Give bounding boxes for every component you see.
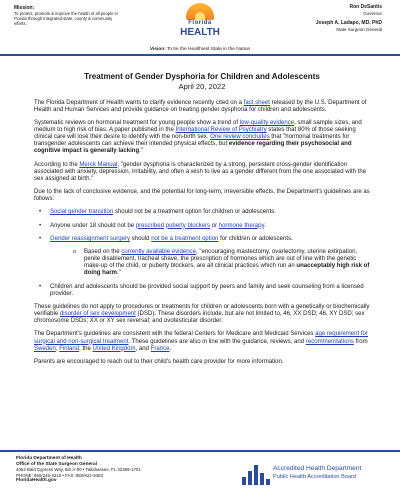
document-title: Treatment of Gender Dysphoria for Children and Adolescents	[84, 72, 320, 81]
puberty-blockers-link[interactable]: puberty blockers	[165, 222, 211, 229]
text-run: for children or adolescents.	[218, 235, 293, 242]
sun-logo-icon	[186, 3, 214, 20]
text-run: The Florida Department of Health wants to clarify evidence recently cited on a	[34, 99, 244, 106]
united-kingdom-link[interactable]: United Kingdom	[92, 345, 136, 352]
text-run: should	[130, 235, 152, 242]
gender-reassignment-surgery-link[interactable]: Gender reassignment surgery	[50, 235, 130, 242]
social-gender-transition-link[interactable]: Social gender transition	[50, 209, 114, 216]
text-run: from	[353, 338, 368, 345]
text-run: states that 80% of those seeking clinical care will lose their desire to identify with the non-birth sex.	[34, 126, 356, 141]
governor-name: Ron DeSantis	[349, 4, 382, 10]
footer-phone: PHONE: 850/245-4210 • FAX: 850/922-9453	[16, 472, 103, 478]
text-run: Children and adolescents should be provided social support by peers and family and seek counseling from a licensed provider.	[50, 283, 364, 297]
sub-list	[50, 249, 370, 277]
footer-website-link[interactable]: FloridaHealth.gov	[16, 478, 57, 484]
paragraph-merck	[34, 162, 370, 183]
paragraph-parents: Parents are encouraged to reach out to their child's health care provider for more information.	[34, 358, 284, 365]
text-run: Systematic reviews on hormonal treatment for young people show a trend of	[34, 119, 240, 126]
text-run: (DSD). These disorders include, but are not limited to, 46, XX DSD; 46, XY DSD; sex chromosome DSDs; XX or XY sex reversal; and ovotesticular disorder.	[34, 311, 365, 325]
accreditation-name: Accredited Health Department	[273, 465, 362, 472]
mission-text: To protect, promote & improve the health of all people in Florida through integrated state, county & community efforts.	[14, 11, 118, 27]
footer-divider	[0, 450, 400, 452]
mission-statement	[14, 5, 119, 27]
text-run: released by the U.S. Department of Health and Human Services and provide guidance on treating gender dysphoria for children and adolescents.	[34, 99, 367, 113]
list-item	[34, 223, 370, 230]
florida-health-logo	[175, 3, 225, 43]
officials-block	[272, 5, 382, 32]
france-link[interactable]: France	[150, 345, 170, 352]
text-run: .	[264, 222, 266, 229]
finland-link[interactable]: Finland	[59, 345, 80, 352]
paragraph-dsd	[34, 304, 370, 325]
surgeon-general-title: State Surgeon General	[335, 26, 382, 32]
footer	[0, 450, 400, 500]
text-run: that "hormonal treatments for transgender adolescents can achieve their intended physical effects, but	[34, 134, 350, 148]
hormone-therapy-link[interactable]: hormone therapy	[218, 222, 265, 229]
document-date: April 20, 2022	[178, 81, 226, 91]
footer-org: Florida Department of Health	[16, 456, 82, 461]
header-divider	[0, 54, 400, 56]
letterhead	[0, 0, 400, 66]
text-run: Anyone under 18 should not be	[50, 222, 136, 229]
international-review-link[interactable]: International Review of Psychiatry	[175, 126, 267, 133]
merck-manual-link[interactable]: Merck Manual	[79, 161, 118, 168]
sweden-link[interactable]: Sweden	[34, 345, 56, 352]
paragraph-consistency	[34, 331, 370, 352]
mission-title: Mission:	[14, 5, 35, 11]
text-run: , "encouraging mastectomy, ovariectomy, uterine extirpation, penile disablement, tracheal shave, the prescription of hormones which are out of line with the genetic make-up of the child, or puberty blockers, are all clinical practices which run an	[84, 249, 358, 270]
footer-contact	[16, 456, 156, 484]
text-run: should not be a treatment option for children or adolescents.	[113, 209, 276, 216]
text-run: ."	[139, 148, 144, 155]
document-body	[34, 72, 370, 372]
text-run: , "gender dysphoria is characterized by a strong, persistent cross-gender identification associated with anxiety, depression, irritability, and often a wish to live as a gender different from the one associated with the sex assigned at birth."	[34, 161, 367, 182]
prescribed-link[interactable]: prescribed	[135, 222, 164, 229]
text-run: or	[210, 222, 219, 229]
text-run: , and	[135, 345, 151, 352]
vision-label: Vision:	[149, 47, 166, 52]
text-run: ,	[55, 345, 60, 352]
phab-logo-icon	[242, 463, 270, 485]
paragraph-guidelines-intro: Due to the lack of conclusive evidence, and the potential for long-term, irreversible effects, the Department's guidelines are as follows:	[34, 189, 370, 203]
paragraph-intro	[34, 100, 370, 114]
logo-word-health: HEALTH	[180, 27, 220, 38]
text-run: , the	[79, 345, 93, 352]
text-run: Based on the	[84, 249, 122, 256]
text-run: .	[169, 345, 172, 352]
text-run: The Department's guidelines are consistent with the federal Centers for Medicare and Medicaid Services	[34, 331, 316, 338]
list-item	[34, 236, 370, 277]
vision-text: To be the Healthiest State in the Nation	[166, 47, 251, 52]
vision-statement	[0, 47, 400, 52]
not-a-treatment-option-link[interactable]: not be a treatment option	[151, 235, 219, 242]
footer-address: 4052 Bald Cypress Way, Bin A-00 • Tallahassee, FL 32399-1701	[16, 467, 141, 473]
logo-word-florida: Florida	[188, 20, 212, 26]
recommendations-link[interactable]: recommendations	[305, 338, 354, 345]
disorder-of-sex-development-link[interactable]: disorder of sex development	[59, 311, 136, 318]
surgeon-general-name: Joseph A. Ladapo, MD, PhD	[315, 20, 382, 27]
text-run: According to the	[34, 161, 80, 168]
text-run: These guidelines do not apply to procedures or treatments for children or adolescents born with a genetically or biochemically verifiable	[34, 303, 370, 318]
guidelines-list	[34, 209, 370, 297]
bold-text: unacceptably high risk of doing harm	[84, 263, 370, 277]
currently-available-evidence-link[interactable]: currently available evidence	[121, 249, 196, 256]
bold-text: evidence regarding their psychosocial and cognitive impact is generally lacking	[34, 141, 352, 155]
governor-title: Governor	[363, 10, 382, 16]
accreditation-badge	[242, 462, 392, 488]
paragraph-evidence	[34, 120, 370, 155]
accreditation-board: Public Health Accreditation Board	[273, 474, 357, 480]
list-item	[34, 209, 370, 216]
list-item	[34, 284, 370, 298]
text-run: , small sample sizes, and medium to high risk of bias. A paper published in the	[34, 119, 362, 133]
footer-office: Office of the State Surgeon General	[16, 461, 98, 467]
fact-sheet-link[interactable]: fact sheet	[243, 99, 270, 106]
one-review-concludes-link[interactable]: One review concludes	[210, 134, 270, 141]
sub-list-item	[50, 249, 370, 277]
text-run: . These guidelines are also in line with the guidance, reviews, and	[128, 338, 306, 345]
text-run: ."	[116, 270, 121, 277]
age-requirement-link[interactable]: age requirement for surgical and non-surgical treatment	[34, 331, 368, 345]
low-quality-evidence-link[interactable]: low-quality evidence	[239, 119, 295, 126]
